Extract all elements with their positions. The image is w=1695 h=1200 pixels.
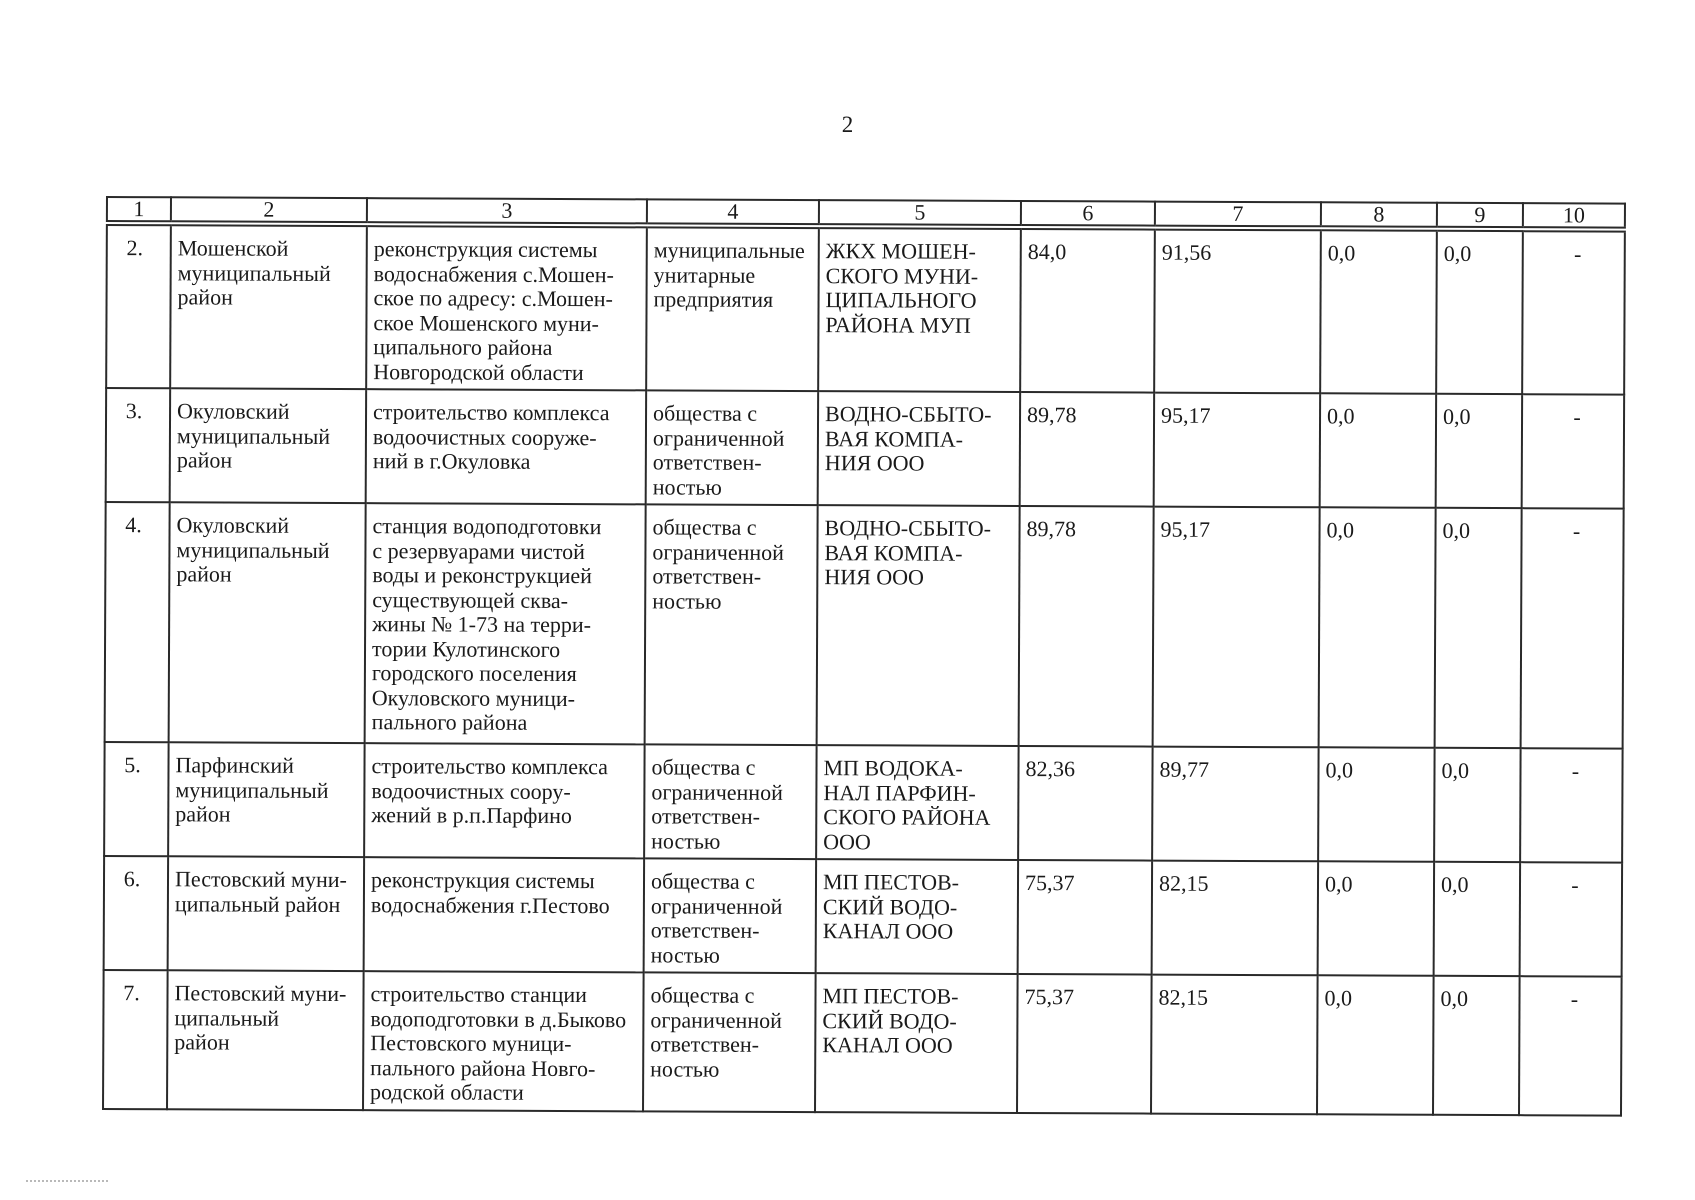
row-number-cell <box>103 970 168 1109</box>
value-10: - <box>1574 241 1582 267</box>
value-8: 0,0 <box>1324 871 1353 897</box>
value-9: 0,0 <box>1442 403 1471 429</box>
value-8: 0,0 <box>1324 985 1353 1011</box>
value-9: 0,0 <box>1442 517 1471 543</box>
object-cell <box>364 743 644 858</box>
org-type-cell <box>646 225 819 391</box>
value-10: - <box>1572 518 1581 544</box>
row-number-cell <box>105 502 170 742</box>
org-name-cell <box>817 505 1020 746</box>
column-header: 8 <box>1321 202 1437 229</box>
org-name-cell <box>818 391 1020 506</box>
value-9: 0,0 <box>1443 240 1472 266</box>
table-row <box>106 388 1624 509</box>
org-name-cell <box>815 973 1018 1112</box>
value-cell-10 <box>1520 748 1622 862</box>
value-cell-10 <box>1520 862 1622 976</box>
value-cell-7 <box>1154 393 1320 508</box>
column-header: 5 <box>819 200 1021 227</box>
row-number: 6. <box>123 866 141 892</box>
value-10: - <box>1571 758 1580 784</box>
object-description: строительство комплекса водоочистных соору- жений в р.п.Парфино <box>371 753 609 829</box>
page-number: 2 <box>841 112 854 137</box>
value-8: 0,0 <box>1325 757 1354 783</box>
org-type: муниципальные унитарные предприятия <box>653 237 805 312</box>
org-type: общества с ограниченной ответствен- ностью <box>650 982 782 1082</box>
value-7: 82,15 <box>1158 984 1209 1010</box>
org-type-cell <box>643 972 816 1111</box>
value-cell-6 <box>1017 974 1152 1113</box>
value-7: 82,15 <box>1158 870 1209 896</box>
object-cell <box>366 224 647 390</box>
value-6: 84,0 <box>1027 239 1067 265</box>
object-cell <box>365 503 646 744</box>
row-number-cell <box>104 742 168 856</box>
object-description: реконструкция системы водоснабжения с.Мошен- ское по адресу: с.Мошен- ское Мошенского муни- ципального района Новгородской области <box>373 236 614 385</box>
org-name: ВОДНО-СБЫТО- ВАЯ КОМПА- НИЯ ООО <box>824 515 992 590</box>
row-number: 4. <box>125 512 142 538</box>
value-8: 0,0 <box>1326 403 1355 429</box>
district-cell <box>168 742 364 857</box>
table-row <box>105 502 1624 749</box>
value-cell-7 <box>1153 507 1320 748</box>
value-cell-6 <box>1018 860 1152 975</box>
object-cell <box>366 389 646 504</box>
district-cell <box>169 502 366 743</box>
object-cell <box>364 857 644 972</box>
org-type-cell <box>644 858 816 973</box>
org-name: ЖКХ МОШЕН- СКОГО МУНИ- ЦИПАЛЬНОГО РАЙОНА МУП <box>825 238 979 338</box>
scan-artifact-divider <box>26 1180 108 1182</box>
value-7: 89,77 <box>1159 756 1210 782</box>
row-number: 3. <box>125 398 143 424</box>
object-description: строительство станции водоподготовки в д.Быково Пестовского муници- пального района Новго- родской области <box>370 981 627 1105</box>
district-cell <box>170 388 366 503</box>
value-6: 89,78 <box>1026 516 1077 542</box>
value-cell-8 <box>1320 393 1436 508</box>
district-name: Пестовский муни- ципальный район <box>174 980 347 1055</box>
column-header: 9 <box>1437 203 1523 229</box>
value-7: 95,17 <box>1160 402 1211 428</box>
district-name: Парфинский муниципальный район <box>175 752 329 827</box>
value-7: 91,56 <box>1161 239 1212 265</box>
org-type-cell <box>644 744 816 859</box>
table-row <box>106 223 1625 395</box>
row-number: 5. <box>124 752 141 778</box>
value-7: 95,17 <box>1160 516 1211 542</box>
value-6: 82,36 <box>1025 756 1076 782</box>
value-9: 0,0 <box>1440 871 1469 897</box>
value-cell-10 <box>1522 229 1625 394</box>
value-8: 0,0 <box>1327 240 1356 266</box>
row-number-cell <box>106 388 170 502</box>
value-cell-7 <box>1151 975 1318 1114</box>
row-number: 2. <box>126 235 144 261</box>
value-cell-6 <box>1020 392 1154 507</box>
org-type: общества с ограниченной ответствен- ностью <box>651 754 783 854</box>
org-type: общества с ограниченной ответствен- ностью <box>652 514 784 614</box>
value-cell-9 <box>1436 229 1523 394</box>
object-description: станция водоподготовки с резервуарами чистой воды и реконструкцией существующей сква- жины № 1-73 на терри- тории Кулотинского городского поселения Окуловского муници- пального района <box>371 513 602 735</box>
value-8: 0,0 <box>1326 517 1355 543</box>
district-name: Окуловский муниципальный район <box>176 398 331 473</box>
district-name: Пестовский муни- ципальный район <box>174 866 347 917</box>
value-10: - <box>1570 986 1579 1012</box>
district-cell <box>170 223 367 389</box>
org-name-cell <box>816 859 1018 974</box>
value-cell-8 <box>1319 507 1436 748</box>
tariff-table <box>102 196 1626 1116</box>
org-name-cell <box>818 226 1021 392</box>
column-header: 4 <box>647 199 819 226</box>
value-6: 89,78 <box>1027 402 1077 428</box>
value-cell-10 <box>1521 508 1624 748</box>
table-row <box>104 856 1622 977</box>
value-cell-9 <box>1435 508 1522 748</box>
district-cell <box>167 970 364 1109</box>
org-type: общества с ограниченной ответствен- ностью <box>652 400 785 500</box>
value-cell-10 <box>1519 976 1622 1115</box>
column-header: 3 <box>367 198 647 225</box>
value-6: 75,37 <box>1024 870 1075 896</box>
org-type-cell <box>646 390 818 505</box>
value-cell-9 <box>1436 394 1522 508</box>
value-cell-10 <box>1522 394 1624 508</box>
column-header: 1 <box>107 197 171 223</box>
value-cell-8 <box>1318 861 1434 976</box>
org-name: МП ПЕСТОВ- СКИЙ ВОДО- КАНАЛ ООО <box>822 983 959 1058</box>
value-cell-6 <box>1018 746 1152 861</box>
value-cell-7 <box>1152 747 1318 862</box>
district-name: Мошенской муниципальный район <box>177 235 331 310</box>
column-header: 2 <box>171 197 367 224</box>
row-number: 7. <box>123 980 140 1006</box>
district-cell <box>168 856 364 971</box>
org-name: МП ВОДОКА- НАЛ ПАРФИН- СКОГО РАЙОНА ООО <box>823 755 991 854</box>
district-name: Окуловский муниципальный район <box>176 512 330 587</box>
org-name: ВОДНО-СБЫТО- ВАЯ КОМПА- НИЯ ООО <box>824 401 992 476</box>
value-cell-7 <box>1154 228 1321 394</box>
value-10: - <box>1571 872 1579 898</box>
value-9: 0,0 <box>1441 757 1470 783</box>
value-cell-6 <box>1019 506 1154 747</box>
row-number-cell <box>106 223 171 388</box>
value-cell-7 <box>1152 861 1318 976</box>
value-cell-8 <box>1318 747 1434 862</box>
column-header: 10 <box>1523 203 1625 229</box>
object-cell <box>363 971 644 1111</box>
value-cell-8 <box>1320 228 1437 394</box>
value-cell-6 <box>1020 227 1155 393</box>
org-type-cell <box>645 504 818 745</box>
table-row <box>103 970 1622 1115</box>
value-cell-9 <box>1434 862 1520 976</box>
column-header: 6 <box>1021 201 1155 228</box>
org-type: общества с ограниченной ответствен- ностью <box>650 868 783 968</box>
row-number-cell <box>104 856 168 970</box>
org-name-cell <box>816 745 1018 860</box>
column-header: 7 <box>1155 202 1321 229</box>
object-description: строительство комплекса водоочистных сооруже- ний в г.Окуловка <box>372 399 610 474</box>
value-cell-8 <box>1317 975 1434 1114</box>
value-9: 0,0 <box>1440 985 1469 1011</box>
value-10: - <box>1573 404 1581 430</box>
value-cell-9 <box>1433 976 1520 1115</box>
object-description: реконструкция системы водоснабжения г.Пестово <box>370 867 610 918</box>
value-6: 75,37 <box>1024 984 1075 1010</box>
table-row <box>104 742 1622 863</box>
value-cell-9 <box>1434 748 1520 862</box>
org-name: МП ПЕСТОВ- СКИЙ ВОДО- КАНАЛ ООО <box>822 869 960 944</box>
